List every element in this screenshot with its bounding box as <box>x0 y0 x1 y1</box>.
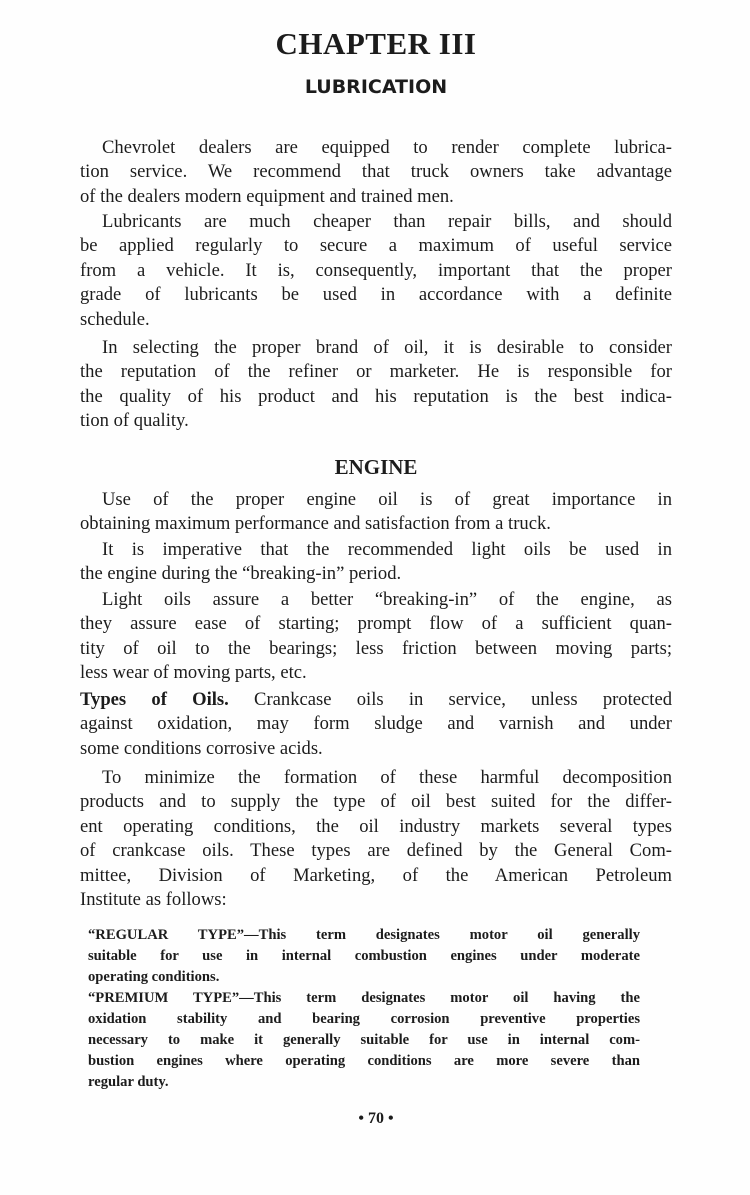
body-paragraph <box>80 336 672 434</box>
text-line: Light oils assure a better “breaking-in” of the engine, as <box>102 589 672 610</box>
text-line: Institute as follows: <box>80 888 227 910</box>
text-line: against oxidation, may form sludge and varnish and under <box>80 713 672 735</box>
section-heading-engine: ENGINE <box>334 455 418 479</box>
text-line: be applied regularly to secure a maximum of useful service <box>80 235 672 257</box>
text-line: bustion engines where operating conditions are more severe than <box>88 1053 640 1069</box>
run-in-heading: Types of Oils. <box>80 689 229 710</box>
text-line: regular duty. <box>88 1074 169 1090</box>
text-line: from a vehicle. It is, consequently, important that the proper <box>80 259 672 281</box>
text-line: less wear of moving parts, etc. <box>80 662 307 684</box>
text-line: operating conditions. <box>88 969 220 985</box>
text-line: tity of oil to the bearings; less friction between moving parts; <box>80 637 672 659</box>
text-line: “REGULAR TYPE”—This term designates motor oil generally <box>88 927 640 943</box>
text-line: the reputation of the refiner or marketer. He is responsible for <box>80 361 672 383</box>
body-paragraph <box>80 766 672 912</box>
text-line: tion service. We recommend that truck owners take advantage <box>80 161 672 183</box>
body-paragraph <box>80 688 672 761</box>
text-line: products and to supply the type of oil best suited for the differ- <box>80 791 672 813</box>
definition-paragraph <box>88 925 640 988</box>
body-paragraph <box>80 538 672 587</box>
chapter-title: CHAPTER III <box>275 26 477 61</box>
text-line: necessary to make it generally suitable for use in internal com- <box>88 1032 640 1048</box>
text-line: ent operating conditions, the oil industry markets several types <box>80 815 672 837</box>
text-line: obtaining maximum performance and satisfaction from a truck. <box>80 513 551 535</box>
text-line: grade of lubricants be used in accordance with a definite <box>80 284 672 306</box>
text-line: Chevrolet dealers are equipped to render complete lubrica- <box>102 137 672 158</box>
text-line: mittee, Division of Marketing, of the American Petroleum <box>80 864 672 886</box>
text-line: the quality of his product and his reputation is the best indica- <box>80 385 672 407</box>
text-line: In selecting the proper brand of oil, it is desirable to consider <box>102 337 672 358</box>
text-line: the engine during the “breaking-in” period. <box>80 563 402 585</box>
text-line: of the dealers modern equipment and trained men. <box>80 185 454 207</box>
text-line: Lubricants are much cheaper than repair bills, and should <box>102 211 672 232</box>
text-line: It is imperative that the recommended light oils be used in <box>102 539 672 560</box>
section-heading-lubrication: LUBRICATION <box>304 76 448 98</box>
text-line: “PREMIUM TYPE”—This term designates motor oil having the <box>88 990 640 1006</box>
page-number: • 70 • <box>358 1110 394 1127</box>
body-paragraph <box>80 210 672 332</box>
text-line: some conditions corrosive acids. <box>80 737 323 759</box>
body-paragraph <box>80 136 672 209</box>
text-line: Use of the proper engine oil is of great importance in <box>102 489 672 510</box>
text-line: tion of quality. <box>80 410 189 432</box>
text-line: suitable for use in internal combustion engines under moderate <box>88 948 640 964</box>
text-line: schedule. <box>80 308 150 330</box>
text-line: oxidation stability and bearing corrosion preventive properties <box>88 1011 640 1027</box>
text-line: Types of Oils. Crankcase oils in service, unless protected <box>80 689 672 710</box>
text-line: To minimize the formation of these harmful decomposition <box>102 767 672 788</box>
text-line: they assure ease of starting; prompt flow of a sufficient quan- <box>80 613 672 635</box>
definition-paragraph <box>88 988 640 1093</box>
body-paragraph <box>80 588 672 686</box>
body-paragraph <box>80 488 672 537</box>
text-line: of crankcase oils. These types are defined by the General Com- <box>80 840 672 862</box>
